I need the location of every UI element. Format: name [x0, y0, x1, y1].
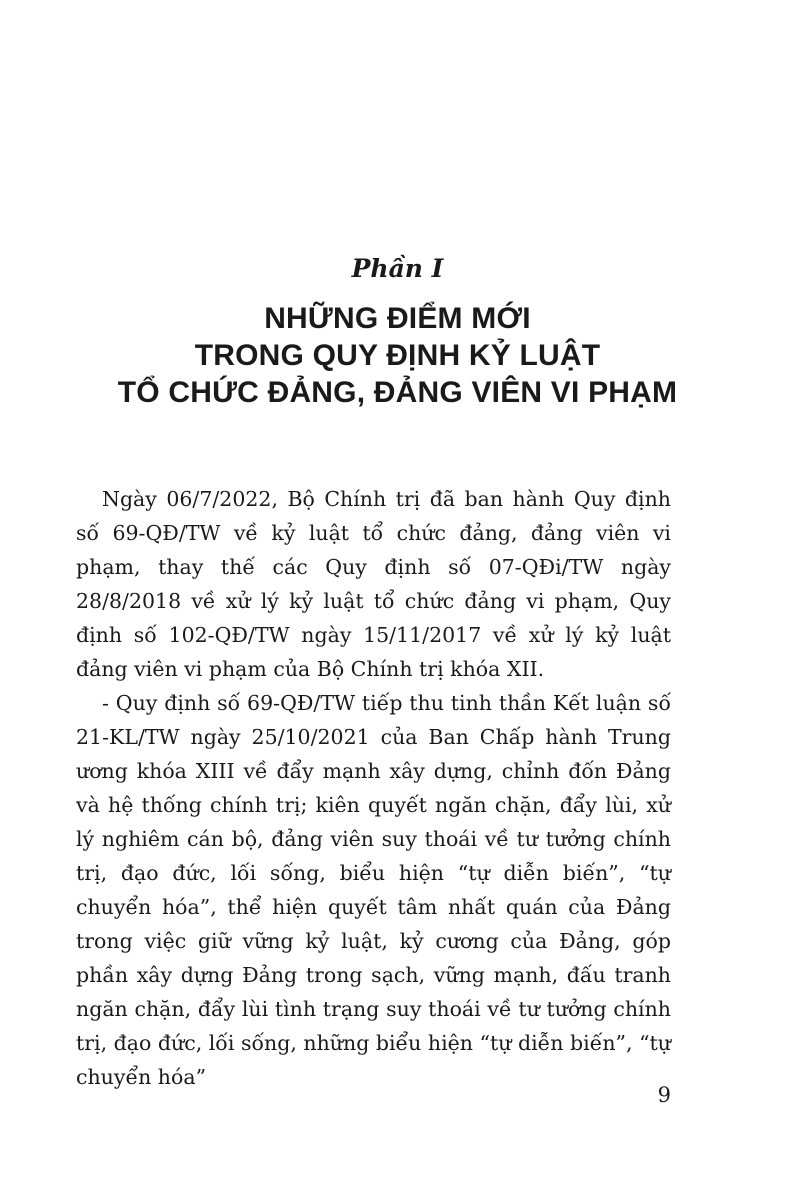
part-label: Phần I [351, 254, 444, 283]
paragraph-1: Ngày 06/7/2022, Bộ Chính trị đã ban hành Quy định số 69-QĐ/TW về kỷ luật tổ chức đảng, đảng viên vi phạm, thay thế các Quy định số 07-QĐi/TW ngày 28/8/2018 về xử lý kỷ luật tổ chức đảng vi phạm, Quy định số 102-QĐ/TW ngày 15/11/2017 về xử lý kỷ luật đảng viên vi phạm của Bộ Chính trị khóa XII. [76, 487, 671, 681]
chapter-title [0, 300, 795, 411]
body-text [76, 482, 671, 1094]
page-number: 9 [657, 1083, 671, 1107]
paragraph-2: - Quy định số 69-QĐ/TW tiếp thu tinh thần Kết luận số 21-KL/TW ngày 25/10/2021 của Ban Chấp hành Trung ương khóa XIII về đẩy mạnh xây dựng, chỉnh đốn Đảng và hệ thống chính trị; kiên quyết ngăn chặn, đẩy lùi, xử lý nghiêm cán bộ, đảng viên suy thoái về tư tưởng chính trị, đạo đức, lối sống, biểu hiện “tự diễn biến”, “tự chuyển hóa”, thể hiện quyết tâm nhất quán của Đảng trong việc giữ vững kỷ luật, kỷ cương của Đảng, góp phần xây dựng Đảng trong sạch, vững mạnh, đấu tranh ngăn chặn, đẩy lùi tình trạng suy thoái về tư tưởng chính trị, đạo đức, lối sống, những biểu hiện “tự diễn biến”, “tự chuyển hóa” [76, 691, 671, 1089]
chapter-title-line-1: NHỮNG ĐIỂM MỚI [264, 302, 531, 335]
chapter-title-line-3: TỔ CHỨC ĐẢNG, ĐẢNG VIÊN VI PHẠM [117, 376, 678, 409]
chapter-title-line-2: TRONG QUY ĐỊNH KỶ LUẬT [194, 339, 601, 372]
